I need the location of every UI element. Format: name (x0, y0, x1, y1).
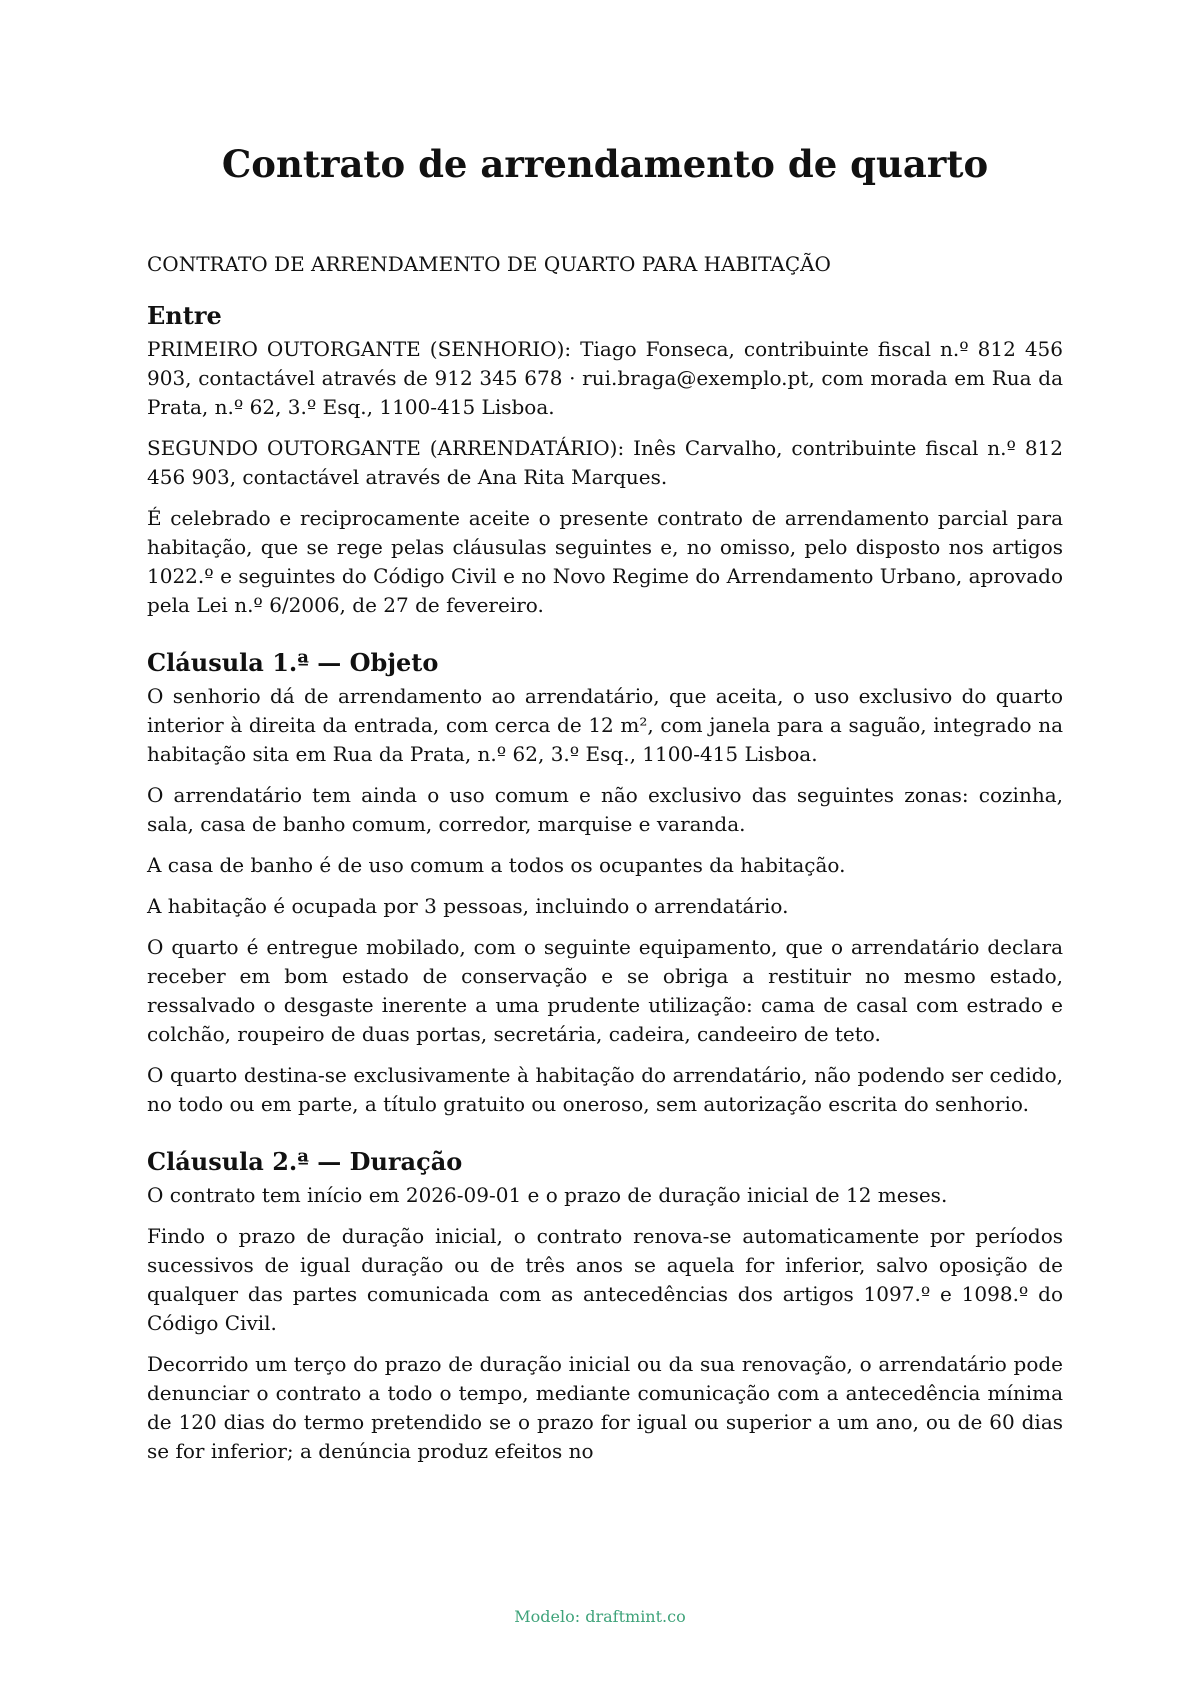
document-body (147, 250, 1063, 1478)
footer-credit: Modelo: draftmint.co (514, 1607, 686, 1626)
paragraph: O quarto destina-se exclusivamente à habitação do arrendatário, não podendo ser cedido, no todo ou em parte, a título gratuito ou oneroso, sem autorização escrita do senhorio. (147, 1063, 1063, 1116)
paragraph: SEGUNDO OUTORGANTE (ARRENDATÁRIO): Inês Carvalho, contribuinte fiscal n.º 812 456 903, contactável através de Ana Rita Marques. (147, 436, 1063, 489)
paragraph: O contrato tem início em 2026-09-01 e o prazo de duração inicial de 12 meses. (147, 1183, 948, 1207)
paragraph: O senhorio dá de arrendamento ao arrendatário, que aceita, o uso exclusivo do quarto interior à direita da entrada, com cerca de 12 m², com janela para a saguão, integrado na habitação sita em Rua da Prata, n.º 62, 3.º Esq., 1100-415 Lisboa. (147, 684, 1063, 766)
paragraph: Findo o prazo de duração inicial, o contrato renova-se automaticamente por períodos sucessivos de igual duração ou de três anos se aquela for inferior, salvo oposição de qualquer das partes comunicada com as antecedências dos artigos 1097.º e 1098.º do Código Civil. (147, 1224, 1063, 1335)
paragraph: É celebrado e reciprocamente aceite o presente contrato de arrendamento parcial para habitação, que se rege pelas cláusulas seguintes e, no omisso, pelo disposto nos artigos 1022.º e seguintes do Código Civil e no Novo Regime do Arrendamento Urbano, aprovado pela Lei n.º 6/2006, de 27 de fevereiro. (147, 506, 1063, 617)
section-heading: Cláusula 1.ª — Objeto (147, 648, 439, 677)
paragraph: A habitação é ocupada por 3 pessoas, incluindo o arrendatário. (147, 894, 789, 918)
section-clause-2 (147, 1145, 1063, 1466)
section-parties (147, 299, 1063, 620)
paragraph: Decorrido um terço do prazo de duração inicial ou da sua renovação, o arrendatário pode denunciar o contrato a todo o tempo, mediante comunicação com a antecedência mínima de 120 dias do termo pretendido se o prazo for igual ou superior a um ano, ou de 60 dias se for inferior; a denúncia produz efeitos no (147, 1352, 1063, 1463)
paragraph: PRIMEIRO OUTORGANTE (SENHORIO): Tiago Fonseca, contribuinte fiscal n.º 812 456 903, contactável através de 912 345 678 · rui.braga@exemplo.pt, com morada em Rua da Prata, n.º 62, 3.º Esq., 1100-415 Lisboa. (147, 337, 1063, 419)
section-heading: Cláusula 2.ª — Duração (147, 1147, 463, 1176)
paragraph: O quarto é entregue mobilado, com o seguinte equipamento, que o arrendatário declara receber em bom estado de conservação e se obriga a restituir no mesmo estado, ressalvado o desgaste inerente a uma prudente utilização: cama de casal com estrado e colchão, roupeiro de duas portas, secretária, cadeira, candeeiro de teto. (147, 935, 1063, 1046)
paragraph: O arrendatário tem ainda o uso comum e não exclusivo das seguintes zonas: cozinha, sala, casa de banho comum, corredor, marquise e varanda. (147, 783, 1063, 836)
section-clause-1 (147, 646, 1063, 1119)
section-heading: Entre (147, 301, 222, 330)
paragraph: A casa de banho é de uso comum a todos os ocupantes da habitação. (147, 853, 846, 877)
document-subtitle: CONTRATO DE ARRENDAMENTO DE QUARTO PARA HABITAÇÃO (147, 252, 831, 276)
document-title: Contrato de arrendamento de quarto (221, 142, 989, 186)
